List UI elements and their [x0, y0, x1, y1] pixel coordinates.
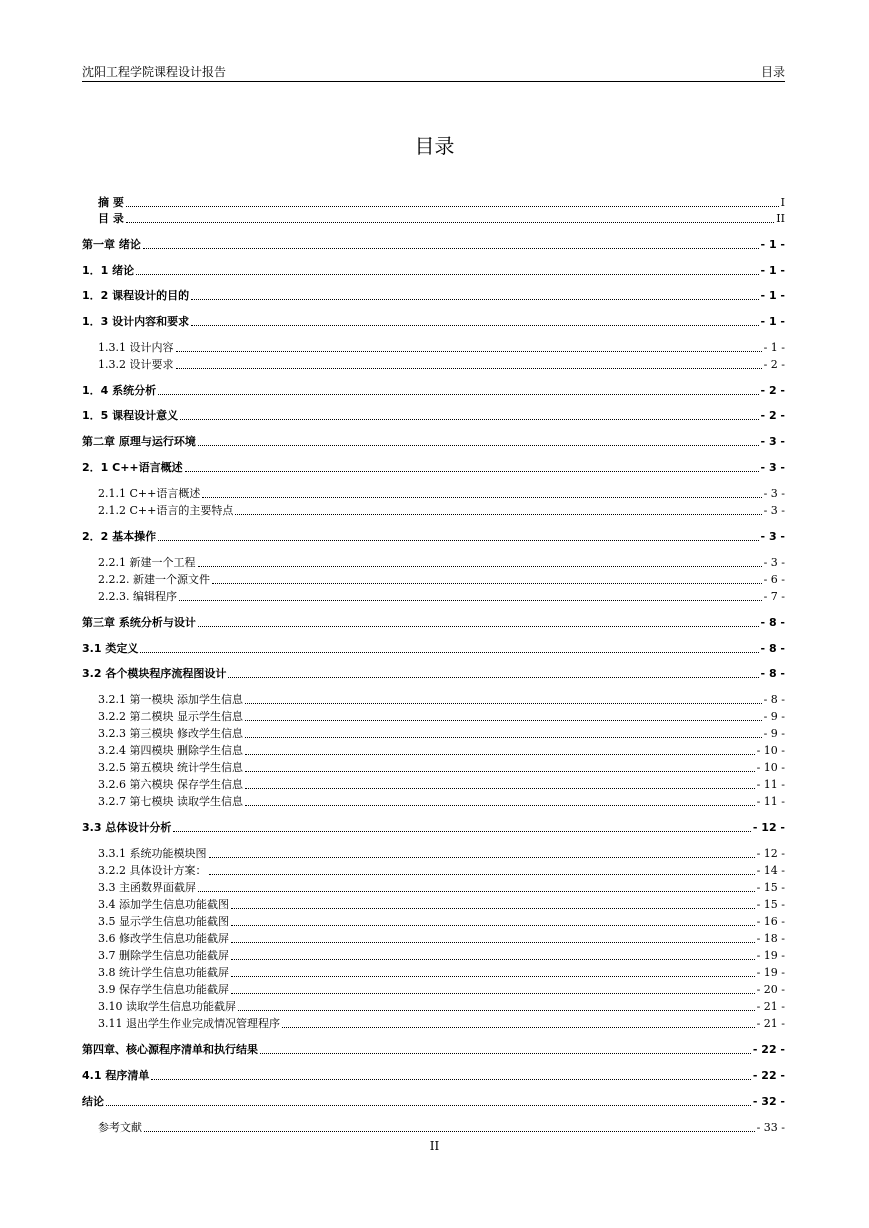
toc-entry-label: 1．4 系统分析 [82, 384, 157, 397]
toc-entry-label: 1．3 设计内容和要求 [82, 315, 190, 328]
toc-dot-leader [173, 831, 751, 832]
toc-entry-page: I [780, 196, 785, 209]
toc-entry-page: - 14 - [756, 864, 785, 877]
toc-dot-leader [180, 419, 758, 420]
toc-entry-page: - 22 - [752, 1043, 785, 1056]
toc-entry-page: - 6 - [763, 573, 785, 586]
toc-entry-label: 1．2 课程设计的目的 [82, 289, 190, 302]
toc-entry-page: - 8 - [760, 642, 785, 655]
toc-dot-leader [158, 540, 758, 541]
toc-dot-leader [198, 891, 755, 892]
toc-dot-leader [282, 1027, 755, 1028]
toc-entry[interactable] [82, 821, 785, 835]
toc-entry-page: - 1 - [760, 238, 785, 251]
toc-entry-page: - 8 - [760, 616, 785, 629]
toc-entry-label: 2.2.2. 新建一个源文件 [98, 573, 210, 586]
toc-entry[interactable] [82, 898, 785, 912]
toc-entry-label: 2.2.1 新建一个工程 [98, 556, 196, 569]
toc-entry-label: 3.3.1 系统功能模块图 [98, 847, 207, 860]
toc-dot-leader [212, 583, 762, 584]
toc-entry[interactable] [82, 341, 785, 355]
toc-dot-leader [245, 788, 755, 789]
toc-entry-page: - 8 - [763, 693, 785, 706]
toc-entry[interactable] [82, 1069, 785, 1083]
toc-entry[interactable] [82, 710, 785, 724]
toc-entry-page: - 15 - [756, 898, 785, 911]
toc-dot-leader [126, 206, 779, 207]
toc-entry[interactable] [82, 315, 785, 329]
toc-entry[interactable] [82, 1043, 785, 1057]
toc-entry[interactable] [82, 1000, 785, 1014]
toc-dot-leader [202, 497, 761, 498]
toc-entry-label: 3.2.1 第一模块 添加学生信息 [98, 693, 243, 706]
toc-dot-leader [198, 566, 762, 567]
toc-entry[interactable] [82, 915, 785, 929]
toc-entry-label: 1．5 课程设计意义 [82, 409, 179, 422]
header-section-name: 目录 [760, 65, 785, 79]
toc-entry-label: 3.2.3 第三模块 修改学生信息 [98, 727, 243, 740]
toc-dot-leader [231, 925, 755, 926]
toc-entry-label: 3.11 退出学生作业完成情况管理程序 [98, 1017, 280, 1030]
toc-entry[interactable] [82, 616, 785, 630]
toc-dot-leader [136, 274, 758, 275]
toc-entry-page: - 18 - [756, 932, 785, 945]
toc-entry-page: - 2 - [760, 384, 785, 397]
toc-entry-page: - 10 - [756, 761, 785, 774]
toc-entry-page: - 2 - [763, 358, 785, 371]
toc-entry-label: 3.3 总体设计分析 [82, 821, 172, 834]
toc-entry[interactable] [82, 983, 785, 997]
toc-entry-page: - 21 - [756, 1017, 785, 1030]
header-report-title: 沈阳工程学院课程设计报告 [82, 65, 227, 79]
toc-dot-leader [126, 222, 774, 223]
toc-entry[interactable] [82, 289, 785, 303]
toc-entry-page: - 9 - [763, 710, 785, 723]
toc-entry-label: 1．1 绪论 [82, 264, 135, 277]
toc-entry-page: - 9 - [763, 727, 785, 740]
toc-entry-page: - 1 - [760, 289, 785, 302]
toc-entry[interactable] [82, 556, 785, 570]
page-title: 目录 [414, 134, 455, 158]
toc-dot-leader [209, 857, 755, 858]
page-number: II [429, 1139, 440, 1153]
toc-entry-page: - 1 - [760, 315, 785, 328]
toc-entry-label: 3.2.4 第四模块 删除学生信息 [98, 744, 243, 757]
toc-entry-label: 3.2 各个模块程序流程图设计 [82, 667, 227, 680]
toc-entry-label: 第三章 系统分析与设计 [82, 616, 196, 629]
toc-entry[interactable] [82, 949, 785, 963]
toc-entry-page: - 32 - [752, 1095, 785, 1108]
toc-dot-leader [245, 703, 762, 704]
toc-entry-label: 2.1.2 C++语言的主要特点 [98, 504, 234, 517]
toc-entry-label: 3.7 删除学生信息功能截屏 [98, 949, 229, 962]
toc-dot-leader [191, 299, 758, 300]
toc-dot-leader [198, 626, 759, 627]
toc-entry-page: - 11 - [756, 778, 785, 791]
toc-entry[interactable] [82, 1017, 785, 1031]
toc-entry-label: 3.6 修改学生信息功能截屏 [98, 932, 229, 945]
toc-entry-page: - 3 - [760, 435, 785, 448]
toc-dot-leader [191, 325, 758, 326]
toc-entry[interactable] [82, 642, 785, 656]
toc-entry-page: - 15 - [756, 881, 785, 894]
toc-entry[interactable] [82, 761, 785, 775]
toc-entry-label: 2.1.1 C++语言概述 [98, 487, 201, 500]
toc-entry[interactable] [82, 1095, 785, 1109]
toc-dot-leader [179, 600, 762, 601]
toc-entry-label: 3.5 显示学生信息功能截图 [98, 915, 229, 928]
toc-entry[interactable] [82, 744, 785, 758]
toc-entry-label: 2.2.3. 编辑程序 [98, 590, 177, 603]
toc-entry-label: 3.4 添加学生信息功能截图 [98, 898, 229, 911]
toc-entry[interactable] [82, 847, 785, 861]
toc-entry[interactable] [82, 238, 785, 252]
toc-entry-page: - 12 - [752, 821, 785, 834]
toc-entry-label: 3.2.7 第七模块 读取学生信息 [98, 795, 243, 808]
toc-entry[interactable] [82, 358, 785, 372]
toc-dot-leader [106, 1105, 751, 1106]
toc-dot-leader [231, 976, 755, 977]
toc-entry[interactable] [82, 693, 785, 707]
toc-entry[interactable] [82, 1121, 785, 1135]
toc-dot-leader [158, 394, 758, 395]
toc-entry-page: - 7 - [763, 590, 785, 603]
toc-entry-page: - 2 - [760, 409, 785, 422]
toc-dot-leader [245, 737, 762, 738]
toc-dot-leader [231, 908, 755, 909]
toc-entry[interactable] [82, 778, 785, 792]
toc-entry[interactable] [82, 264, 785, 278]
toc-entry[interactable] [82, 966, 785, 980]
toc-entry-label: 3.2.2 第二模块 显示学生信息 [98, 710, 243, 723]
toc-dot-leader [235, 514, 761, 515]
toc-entry-label: 1.3.2 设计要求 [98, 358, 174, 371]
toc-dot-leader [228, 677, 758, 678]
toc-entry[interactable] [82, 504, 785, 518]
toc-entry[interactable] [82, 932, 785, 946]
toc-entry-page: - 3 - [763, 504, 785, 517]
toc-dot-leader [185, 471, 759, 472]
toc-entry[interactable] [82, 487, 785, 501]
toc-dot-leader [260, 1053, 751, 1054]
toc-entry-label: 1.3.1 设计内容 [98, 341, 174, 354]
toc-entry-label: 3.10 读取学生信息功能截屏 [98, 1000, 236, 1013]
toc-dot-leader [176, 351, 762, 352]
toc-entry-label: 3.2.5 第五模块 统计学生信息 [98, 761, 243, 774]
toc-entry-label: 3.3 主函数界面截屏 [98, 881, 196, 894]
toc-entry[interactable] [82, 573, 785, 587]
toc-entry[interactable] [82, 212, 785, 226]
toc-entry[interactable] [82, 795, 785, 809]
toc-dot-leader [144, 1131, 755, 1132]
toc-entry[interactable] [82, 727, 785, 741]
page-header [82, 63, 785, 82]
toc-dot-leader [245, 805, 755, 806]
toc-entry[interactable] [82, 435, 785, 449]
toc-entry-label: 摘 要 [98, 196, 124, 209]
toc-entry-label: 第一章 绪论 [82, 238, 141, 251]
toc-entry-label: 3.2.6 第六模块 保存学生信息 [98, 778, 243, 791]
toc-dot-leader [231, 959, 755, 960]
toc-entry[interactable] [82, 667, 785, 681]
toc-entry[interactable] [82, 196, 785, 210]
toc-dot-leader [151, 1079, 751, 1080]
toc-entry-page: - 10 - [756, 744, 785, 757]
toc-dot-leader [198, 445, 759, 446]
toc-entry[interactable] [82, 590, 785, 604]
toc-entry-label: 2．1 C++语言概述 [82, 461, 183, 474]
toc-entry[interactable] [82, 530, 785, 544]
toc-entry-label: 3.8 统计学生信息功能截屏 [98, 966, 229, 979]
toc-entry-label: 4.1 程序清单 [82, 1069, 150, 1082]
toc-entry-label: 3.2.2 具体设计方案： [98, 864, 207, 877]
toc-entry-page: - 11 - [756, 795, 785, 808]
toc-entry-page: - 22 - [752, 1069, 785, 1082]
toc-entry-page: - 1 - [763, 341, 785, 354]
toc-entry-page: - 20 - [756, 983, 785, 996]
toc-entry-page: - 12 - [756, 847, 785, 860]
toc-entry-page: - 19 - [756, 966, 785, 979]
toc-entry-page: - 33 - [756, 1121, 785, 1134]
toc-dot-leader [238, 1010, 755, 1011]
toc-dot-leader [245, 720, 762, 721]
toc-dot-leader [209, 874, 755, 875]
toc-entry[interactable] [82, 409, 785, 423]
toc-entry-page: II [776, 212, 785, 225]
toc-entry[interactable] [82, 461, 785, 475]
toc-entry-label: 第四章、核心源程序清单和执行结果 [82, 1043, 258, 1056]
toc-entry-label: 目 录 [98, 212, 124, 225]
toc-entry-page: - 21 - [756, 1000, 785, 1013]
toc-entry-page: - 19 - [756, 949, 785, 962]
toc-dot-leader [245, 754, 755, 755]
toc-entry[interactable] [82, 881, 785, 895]
toc-entry[interactable] [82, 864, 785, 878]
toc-entry-page: - 3 - [763, 487, 785, 500]
toc-entry-label: 结论 [82, 1095, 104, 1108]
toc-entry-page: - 3 - [760, 530, 785, 543]
toc-entry-page: - 1 - [760, 264, 785, 277]
toc-dot-leader [245, 771, 755, 772]
toc-entry[interactable] [82, 384, 785, 398]
toc-dot-leader [176, 368, 762, 369]
toc-dot-leader [140, 652, 758, 653]
toc-entry-label: 3.9 保存学生信息功能截屏 [98, 983, 229, 996]
toc-entry-label: 第二章 原理与运行环境 [82, 435, 196, 448]
toc-entry-page: - 16 - [756, 915, 785, 928]
toc-entry-page: - 8 - [760, 667, 785, 680]
toc-entry-page: - 3 - [763, 556, 785, 569]
toc-entry-page: - 3 - [760, 461, 785, 474]
toc-entry-label: 3.1 类定义 [82, 642, 139, 655]
toc-dot-leader [231, 993, 755, 994]
toc-dot-leader [143, 248, 759, 249]
toc-entry-label: 2．2 基本操作 [82, 530, 157, 543]
toc-dot-leader [231, 942, 755, 943]
toc-entry-label: 参考文献 [98, 1121, 142, 1134]
